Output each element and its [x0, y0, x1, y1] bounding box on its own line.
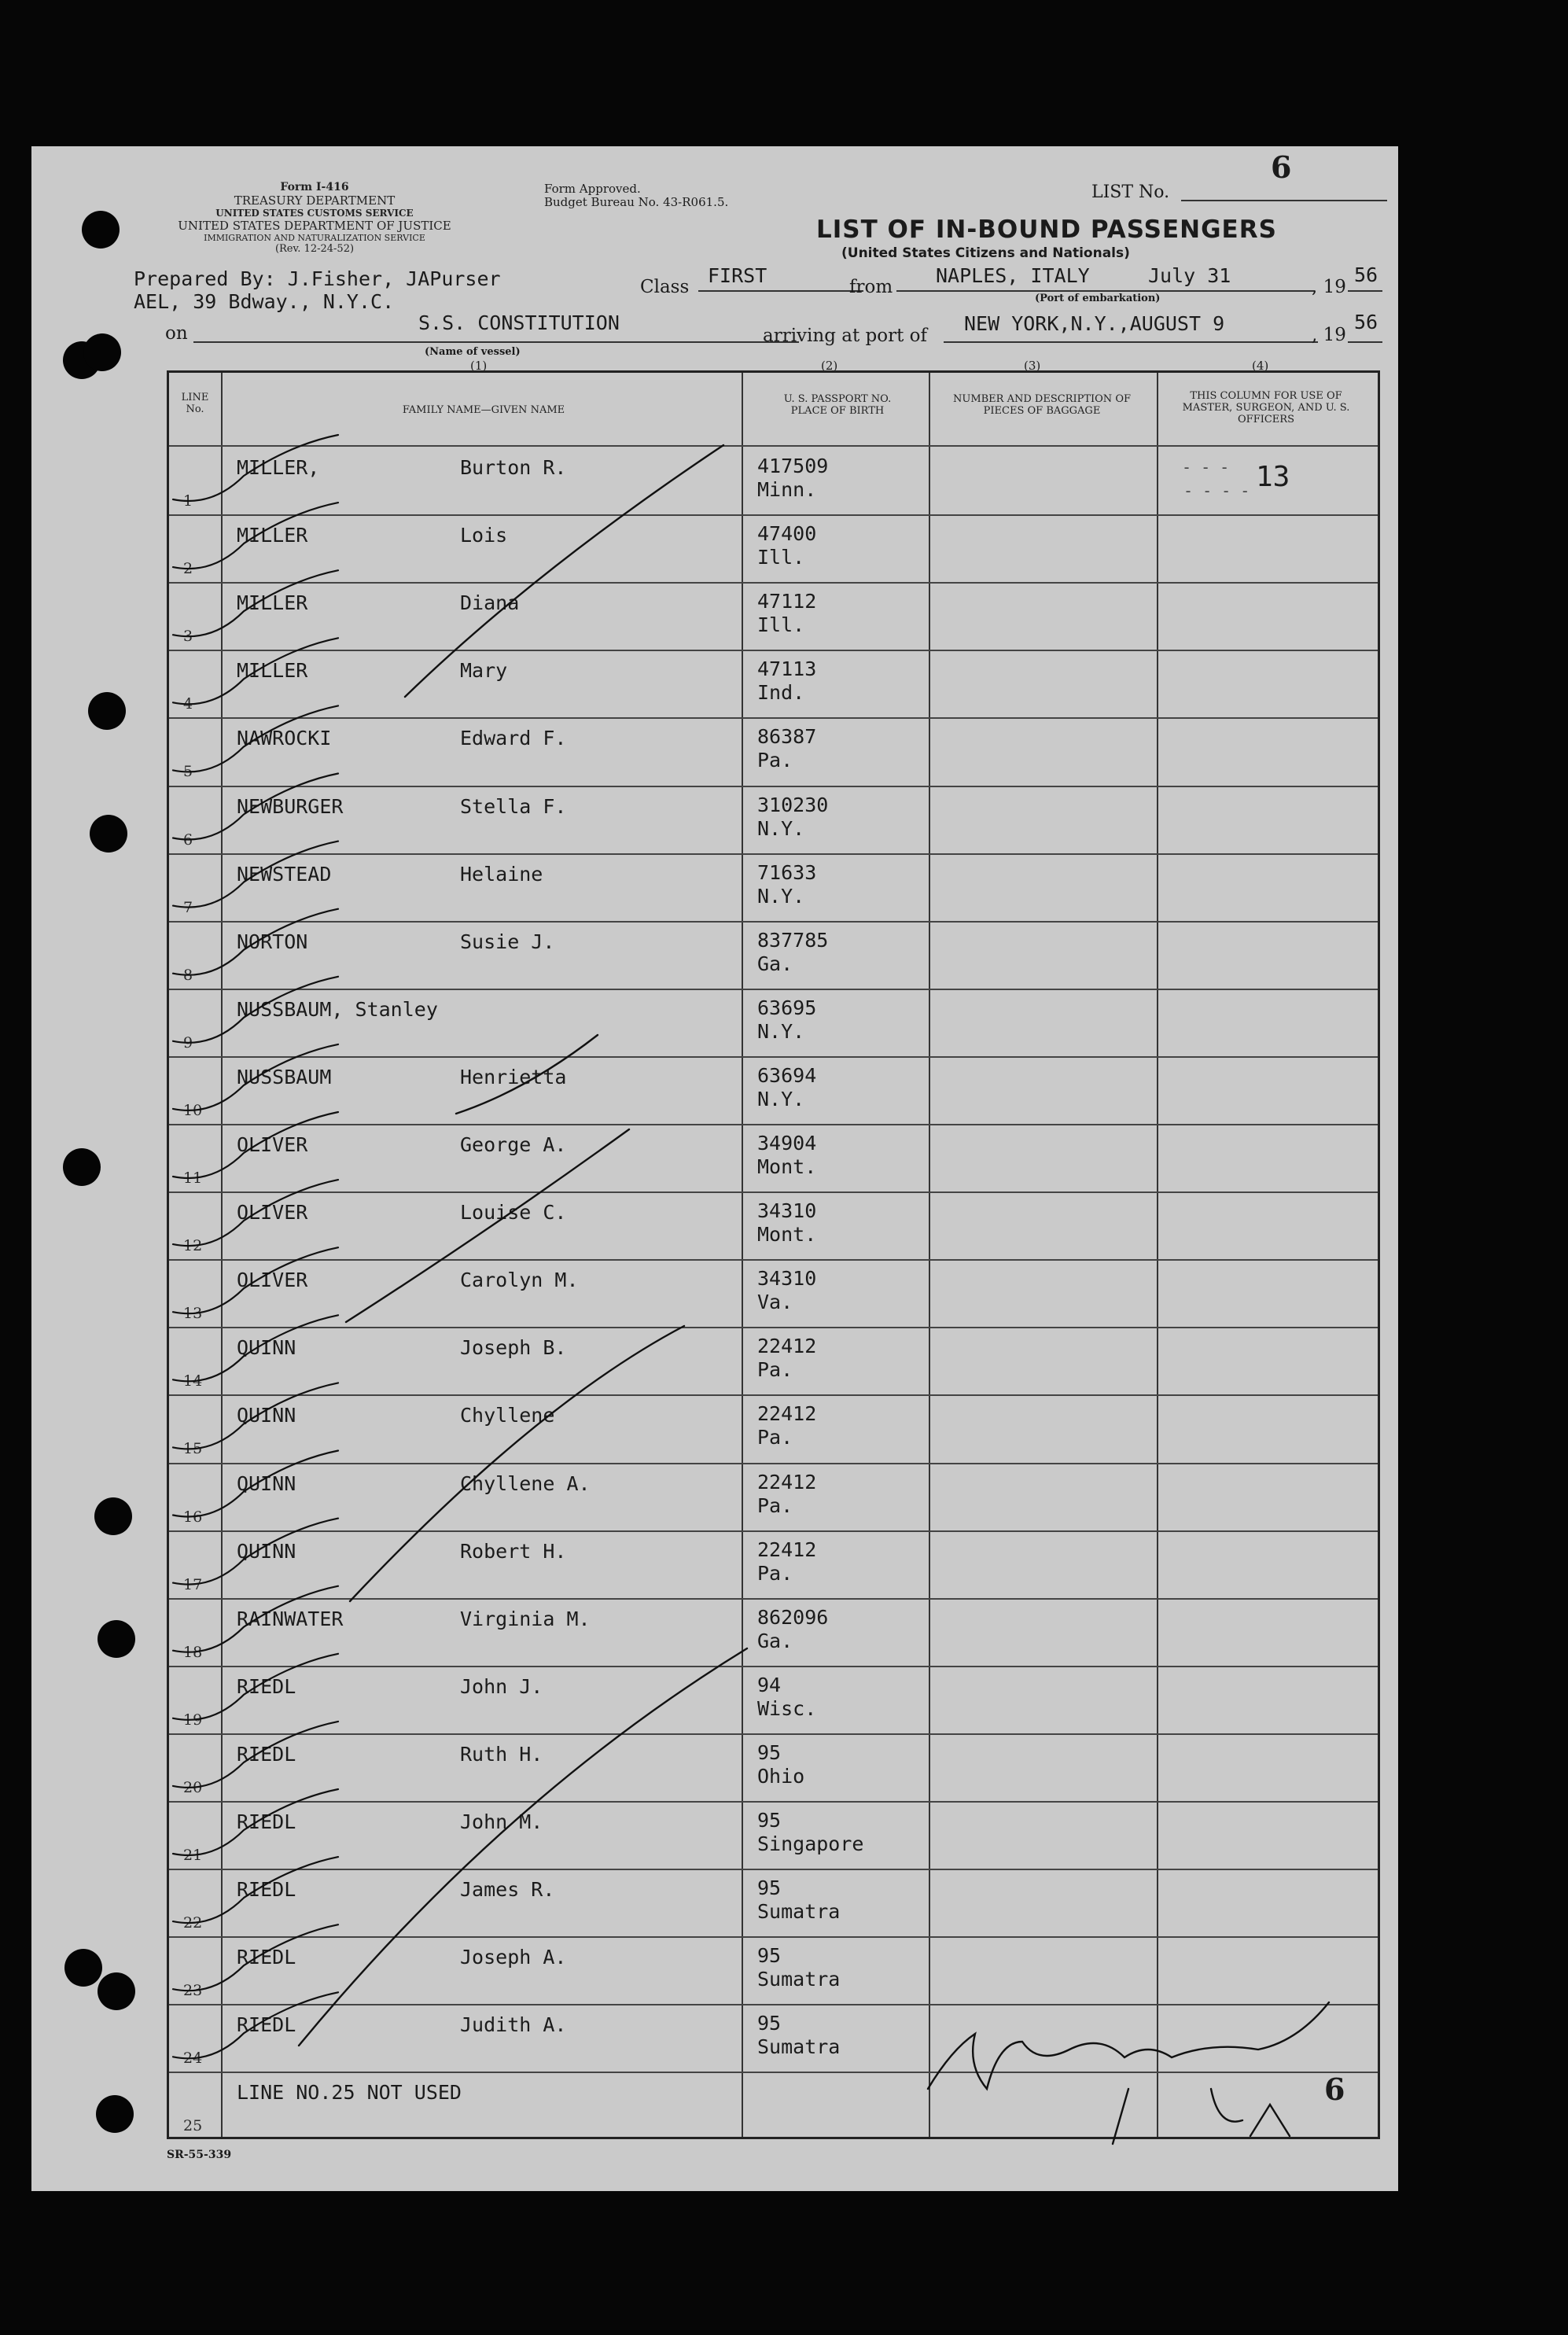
vessel-name: S.S. CONSTITUTION	[418, 311, 620, 334]
passport-number: 862096	[757, 1605, 829, 1629]
pen-check-mark	[173, 1180, 338, 1246]
given-name: Diana	[460, 591, 520, 615]
family-name: OLIVER	[237, 1133, 308, 1156]
manifest-sheet	[31, 146, 1398, 2191]
passport-number: 34904	[757, 1132, 817, 1155]
place-of-birth: Ill.	[757, 613, 805, 637]
row-line-number: 5	[183, 763, 193, 781]
row-line-number: 24	[183, 2050, 203, 2068]
pen-check-mark	[173, 638, 338, 704]
budget-bureau: Budget Bureau No. 43-R061.5.	[544, 195, 729, 209]
family-name: RIEDL	[237, 1742, 296, 1766]
passport-number: 95	[757, 1740, 782, 1764]
vessel-caption: (Name of vessel)	[425, 346, 521, 358]
header-line-no: LINE No.	[181, 392, 209, 415]
family-name: OLIVER	[237, 1201, 308, 1225]
pen-check-mark	[173, 977, 338, 1043]
justice-dept: UNITED STATES DEPARTMENT OF JUSTICE	[178, 219, 451, 233]
pen-check-mark	[173, 705, 338, 772]
pen-marks	[31, 146, 1398, 2191]
family-name: LINE NO.25 NOT USED	[237, 2081, 462, 2105]
check-mark-long-1	[405, 445, 723, 697]
place-of-birth: Sumatra	[757, 2035, 841, 2059]
punch-hole	[96, 2095, 134, 2133]
form-approved: Form Approved.	[544, 182, 641, 196]
family-name: QUINN	[237, 1336, 296, 1360]
passport-number: 34310	[757, 1267, 817, 1291]
place-of-birth: Mont.	[757, 1155, 817, 1178]
punch-hole	[83, 333, 121, 371]
pen-check-mark	[173, 1519, 338, 1585]
place-of-birth: Pa.	[757, 1493, 793, 1517]
row-line-number: 10	[183, 1101, 203, 1119]
row-line-number: 23	[183, 1982, 203, 2000]
given-name: John J.	[460, 1674, 543, 1698]
officer-mark: - - -	[1182, 458, 1230, 477]
punch-hole	[64, 1949, 102, 1987]
passport-number: 22412	[757, 1538, 817, 1561]
place-of-birth: Ga.	[757, 952, 793, 975]
pen-check-mark	[173, 1992, 338, 2058]
given-name: Ruth H.	[460, 1742, 543, 1766]
given-name: Virginia M.	[460, 1607, 591, 1630]
row-line-number: 12	[183, 1237, 203, 1255]
given-name: Judith A.	[460, 2013, 567, 2037]
header-officers: THIS COLUMN FOR USE OF MASTER, SURGEON, AND U. S. OFFICERS	[1182, 390, 1350, 425]
page-subtitle: (United States Citizens and Nationals)	[841, 245, 1130, 261]
passport-number: 22412	[757, 1335, 817, 1358]
row-line-number: 18	[183, 1643, 203, 1661]
customs-service: UNITED STATES CUSTOMS SERVICE	[215, 208, 414, 219]
given-name: Joseph A.	[460, 1946, 567, 1969]
check-mark-nussbaum	[456, 1035, 598, 1114]
passport-number: 95	[757, 1944, 782, 1968]
treasury-dept: TREASURY DEPARTMENT	[234, 193, 396, 208]
family-name: NEWBURGER	[237, 794, 344, 818]
family-name: MILLER	[237, 659, 308, 683]
passport-number: 310230	[757, 793, 829, 816]
passport-number: 47113	[757, 657, 817, 681]
given-name: Robert H.	[460, 1539, 567, 1563]
pen-check-mark	[173, 1789, 338, 1855]
page-number: 6	[1271, 149, 1292, 185]
row-line-number: 7	[183, 898, 193, 916]
punch-hole	[98, 1620, 135, 1658]
on-label: on	[165, 323, 188, 344]
family-name: RIEDL	[237, 2013, 296, 2037]
initials-mark	[1211, 2089, 1290, 2136]
given-name: Chyllene A.	[460, 1471, 591, 1495]
place-of-birth: Minn.	[757, 478, 817, 501]
place-of-birth: Ga.	[757, 1629, 793, 1652]
arrival-port-date: NEW YORK,N.Y.,AUGUST 9	[964, 312, 1225, 335]
row-line-number: 3	[183, 628, 193, 646]
pen-check-mark	[173, 570, 338, 636]
given-name: Henrietta	[460, 1065, 567, 1088]
arriving-label: arriving at port of	[763, 326, 927, 346]
row-line-number: 20	[183, 1778, 203, 1796]
passport-number: 63694	[757, 1063, 817, 1087]
pen-check-mark	[173, 1247, 338, 1313]
punch-hole	[82, 211, 120, 249]
passport-number: 34310	[757, 1199, 817, 1223]
place-of-birth: Ill.	[757, 546, 805, 569]
family-name: OLIVER	[237, 1269, 308, 1292]
col-number-1: (1)	[470, 359, 488, 373]
given-name: Edward F.	[460, 727, 567, 750]
footer-code: SR-55-339	[167, 2149, 232, 2161]
pen-check-mark	[173, 1044, 338, 1110]
given-name: James R.	[460, 1878, 555, 1902]
row-line-number: 25	[183, 2117, 203, 2135]
place-of-birth: N.Y.	[757, 1087, 805, 1110]
passport-number: 71633	[757, 860, 817, 884]
family-name: NORTON	[237, 930, 308, 953]
ins-service: IMMIGRATION AND NATURALIZATION SERVICE	[204, 233, 425, 243]
class-value: FIRST	[708, 264, 767, 287]
officer-note: 13	[1256, 461, 1290, 493]
passport-number: 95	[757, 1876, 782, 1900]
passport-number: 417509	[757, 455, 829, 477]
family-name: RIEDL	[237, 1946, 296, 1969]
place-of-birth: Pa.	[757, 1561, 793, 1585]
given-name: Susie J.	[460, 930, 555, 953]
pen-check-mark	[173, 842, 338, 908]
pen-check-mark	[173, 1451, 338, 1517]
row-line-number: 13	[183, 1305, 203, 1323]
given-name: Carolyn M.	[460, 1269, 579, 1292]
passport-number: 47400	[757, 522, 817, 546]
punch-hole	[63, 1148, 101, 1186]
passport-number: 63695	[757, 996, 817, 1019]
place-of-birth: Pa.	[757, 1358, 793, 1382]
row-line-number: 21	[183, 1847, 203, 1864]
signature-note: 6	[1324, 2072, 1345, 2107]
row-line-number: 22	[183, 1914, 203, 1932]
row-line-number: 6	[183, 831, 193, 849]
row-line-number: 9	[183, 1033, 193, 1051]
given-name: John M.	[460, 1810, 543, 1833]
given-name: Mary	[460, 659, 508, 683]
place-of-birth: N.Y.	[757, 816, 805, 840]
place-of-birth: Va.	[757, 1291, 793, 1314]
given-name: Joseph B.	[460, 1336, 567, 1360]
year-2: 56	[1354, 311, 1378, 333]
passport-number: 86387	[757, 725, 817, 749]
from-label: from	[849, 277, 893, 297]
family-name: NEWSTEAD	[237, 862, 332, 886]
pen-check-mark	[173, 1112, 338, 1178]
punch-hole	[90, 815, 127, 853]
pen-check-mark	[173, 1383, 338, 1449]
family-name: RIEDL	[237, 1810, 296, 1833]
form-number: Form I-416	[280, 181, 349, 193]
place-of-birth: Pa.	[757, 749, 793, 772]
passport-number: 94	[757, 1673, 782, 1696]
address: AEL, 39 Bdway., N.Y.C.	[134, 290, 395, 313]
family-name: RIEDL	[237, 1674, 296, 1698]
passport-number: 22412	[757, 1470, 817, 1493]
passport-number: 837785	[757, 928, 829, 952]
revision: (Rev. 12-24-52)	[274, 243, 355, 255]
pen-check-mark	[173, 1315, 338, 1381]
row-line-number: 2	[183, 560, 193, 578]
place-of-birth: Pa.	[757, 1426, 793, 1449]
passport-number: 47112	[757, 590, 817, 613]
col-number-4: (4)	[1252, 359, 1269, 373]
row-line-number: 19	[183, 1711, 203, 1729]
row-line-number: 11	[183, 1169, 203, 1187]
check-mark-long-2	[346, 1129, 629, 1322]
punch-hole	[94, 1497, 132, 1535]
header-baggage: NUMBER AND DESCRIPTION OF PIECES OF BAGGAGE	[952, 393, 1131, 417]
embark-date: July 31	[1148, 264, 1231, 287]
signature-tick	[1113, 2089, 1128, 2144]
passport-number: 95	[757, 1809, 782, 1832]
pen-check-mark	[173, 909, 338, 975]
punch-hole	[98, 1972, 135, 2010]
place-of-birth: N.Y.	[757, 884, 805, 908]
given-name: Burton R.	[460, 456, 567, 479]
prepared-by: Prepared By: J.Fisher, JAPurser	[134, 267, 501, 290]
given-name: Chyllene	[460, 1404, 555, 1427]
family-name: RIEDL	[237, 1878, 296, 1902]
header-name: FAMILY NAME—GIVEN NAME	[402, 404, 565, 416]
pen-check-mark	[173, 1722, 338, 1788]
year-prefix-1: , 19	[1312, 277, 1346, 297]
pen-check-mark	[173, 503, 338, 569]
signature-mark	[928, 2002, 1329, 2089]
list-no-label: LIST No.	[1091, 182, 1170, 202]
row-line-number: 17	[183, 1575, 203, 1593]
pen-check-mark	[173, 435, 338, 501]
row-line-number: 16	[183, 1508, 203, 1526]
place-of-birth: N.Y.	[757, 1019, 805, 1043]
place-of-birth: Sumatra	[757, 1900, 841, 1924]
row-line-number: 15	[183, 1440, 203, 1458]
given-name: Helaine	[460, 862, 543, 886]
check-mark-long-4	[299, 1648, 747, 2046]
pen-check-mark	[173, 1654, 338, 1720]
family-name: RAINWATER	[237, 1607, 344, 1630]
class-label: Class	[640, 277, 690, 297]
given-name: Louise C.	[460, 1201, 567, 1225]
family-name: QUINN	[237, 1471, 296, 1495]
place-of-birth: Sumatra	[757, 1968, 841, 1991]
row-line-number: 4	[183, 695, 193, 713]
place-of-birth: Mont.	[757, 1223, 817, 1247]
col-number-3: (3)	[1024, 359, 1041, 373]
place-of-birth: Ohio	[757, 1764, 805, 1788]
passport-number: 22412	[757, 1402, 817, 1426]
row-line-number: 1	[183, 492, 193, 510]
family-name: QUINN	[237, 1539, 296, 1563]
page-title: LIST OF IN-BOUND PASSENGERS	[816, 215, 1277, 244]
given-name: George A.	[460, 1133, 567, 1156]
place-of-birth: Wisc.	[757, 1696, 817, 1720]
pen-check-mark	[173, 1586, 338, 1652]
from-value: NAPLES, ITALY	[936, 264, 1090, 287]
officer-mark-2: - - - -	[1183, 481, 1250, 500]
family-name: QUINN	[237, 1404, 296, 1427]
check-mark-long-3	[350, 1326, 684, 1601]
family-name: MILLER	[237, 524, 308, 547]
family-name: MILLER	[237, 591, 308, 615]
pen-check-mark	[173, 774, 338, 840]
family-name: MILLER,	[237, 456, 320, 479]
pen-check-mark	[173, 1857, 338, 1923]
year-1: 56	[1354, 263, 1378, 286]
header-passport: U. S. PASSPORT NO. PLACE OF BIRTH	[783, 393, 892, 417]
year-prefix-2: , 19	[1312, 325, 1346, 345]
place-of-birth: Singapore	[757, 1832, 864, 1855]
row-line-number: 14	[183, 1372, 203, 1390]
given-name: Stella F.	[460, 794, 567, 818]
family-name: NAWROCKI	[237, 727, 332, 750]
given-name: Lois	[460, 524, 508, 547]
port-embarkation-caption: (Port of embarkation)	[1035, 293, 1161, 304]
row-line-number: 8	[183, 966, 193, 984]
punch-hole	[88, 692, 126, 730]
family-name: NUSSBAUM, Stanley	[237, 997, 438, 1021]
passport-number: 95	[757, 2012, 782, 2035]
pen-check-mark	[173, 1924, 338, 1991]
col-number-2: (2)	[821, 359, 838, 373]
place-of-birth: Ind.	[757, 681, 805, 705]
family-name: NUSSBAUM	[237, 1065, 332, 1088]
